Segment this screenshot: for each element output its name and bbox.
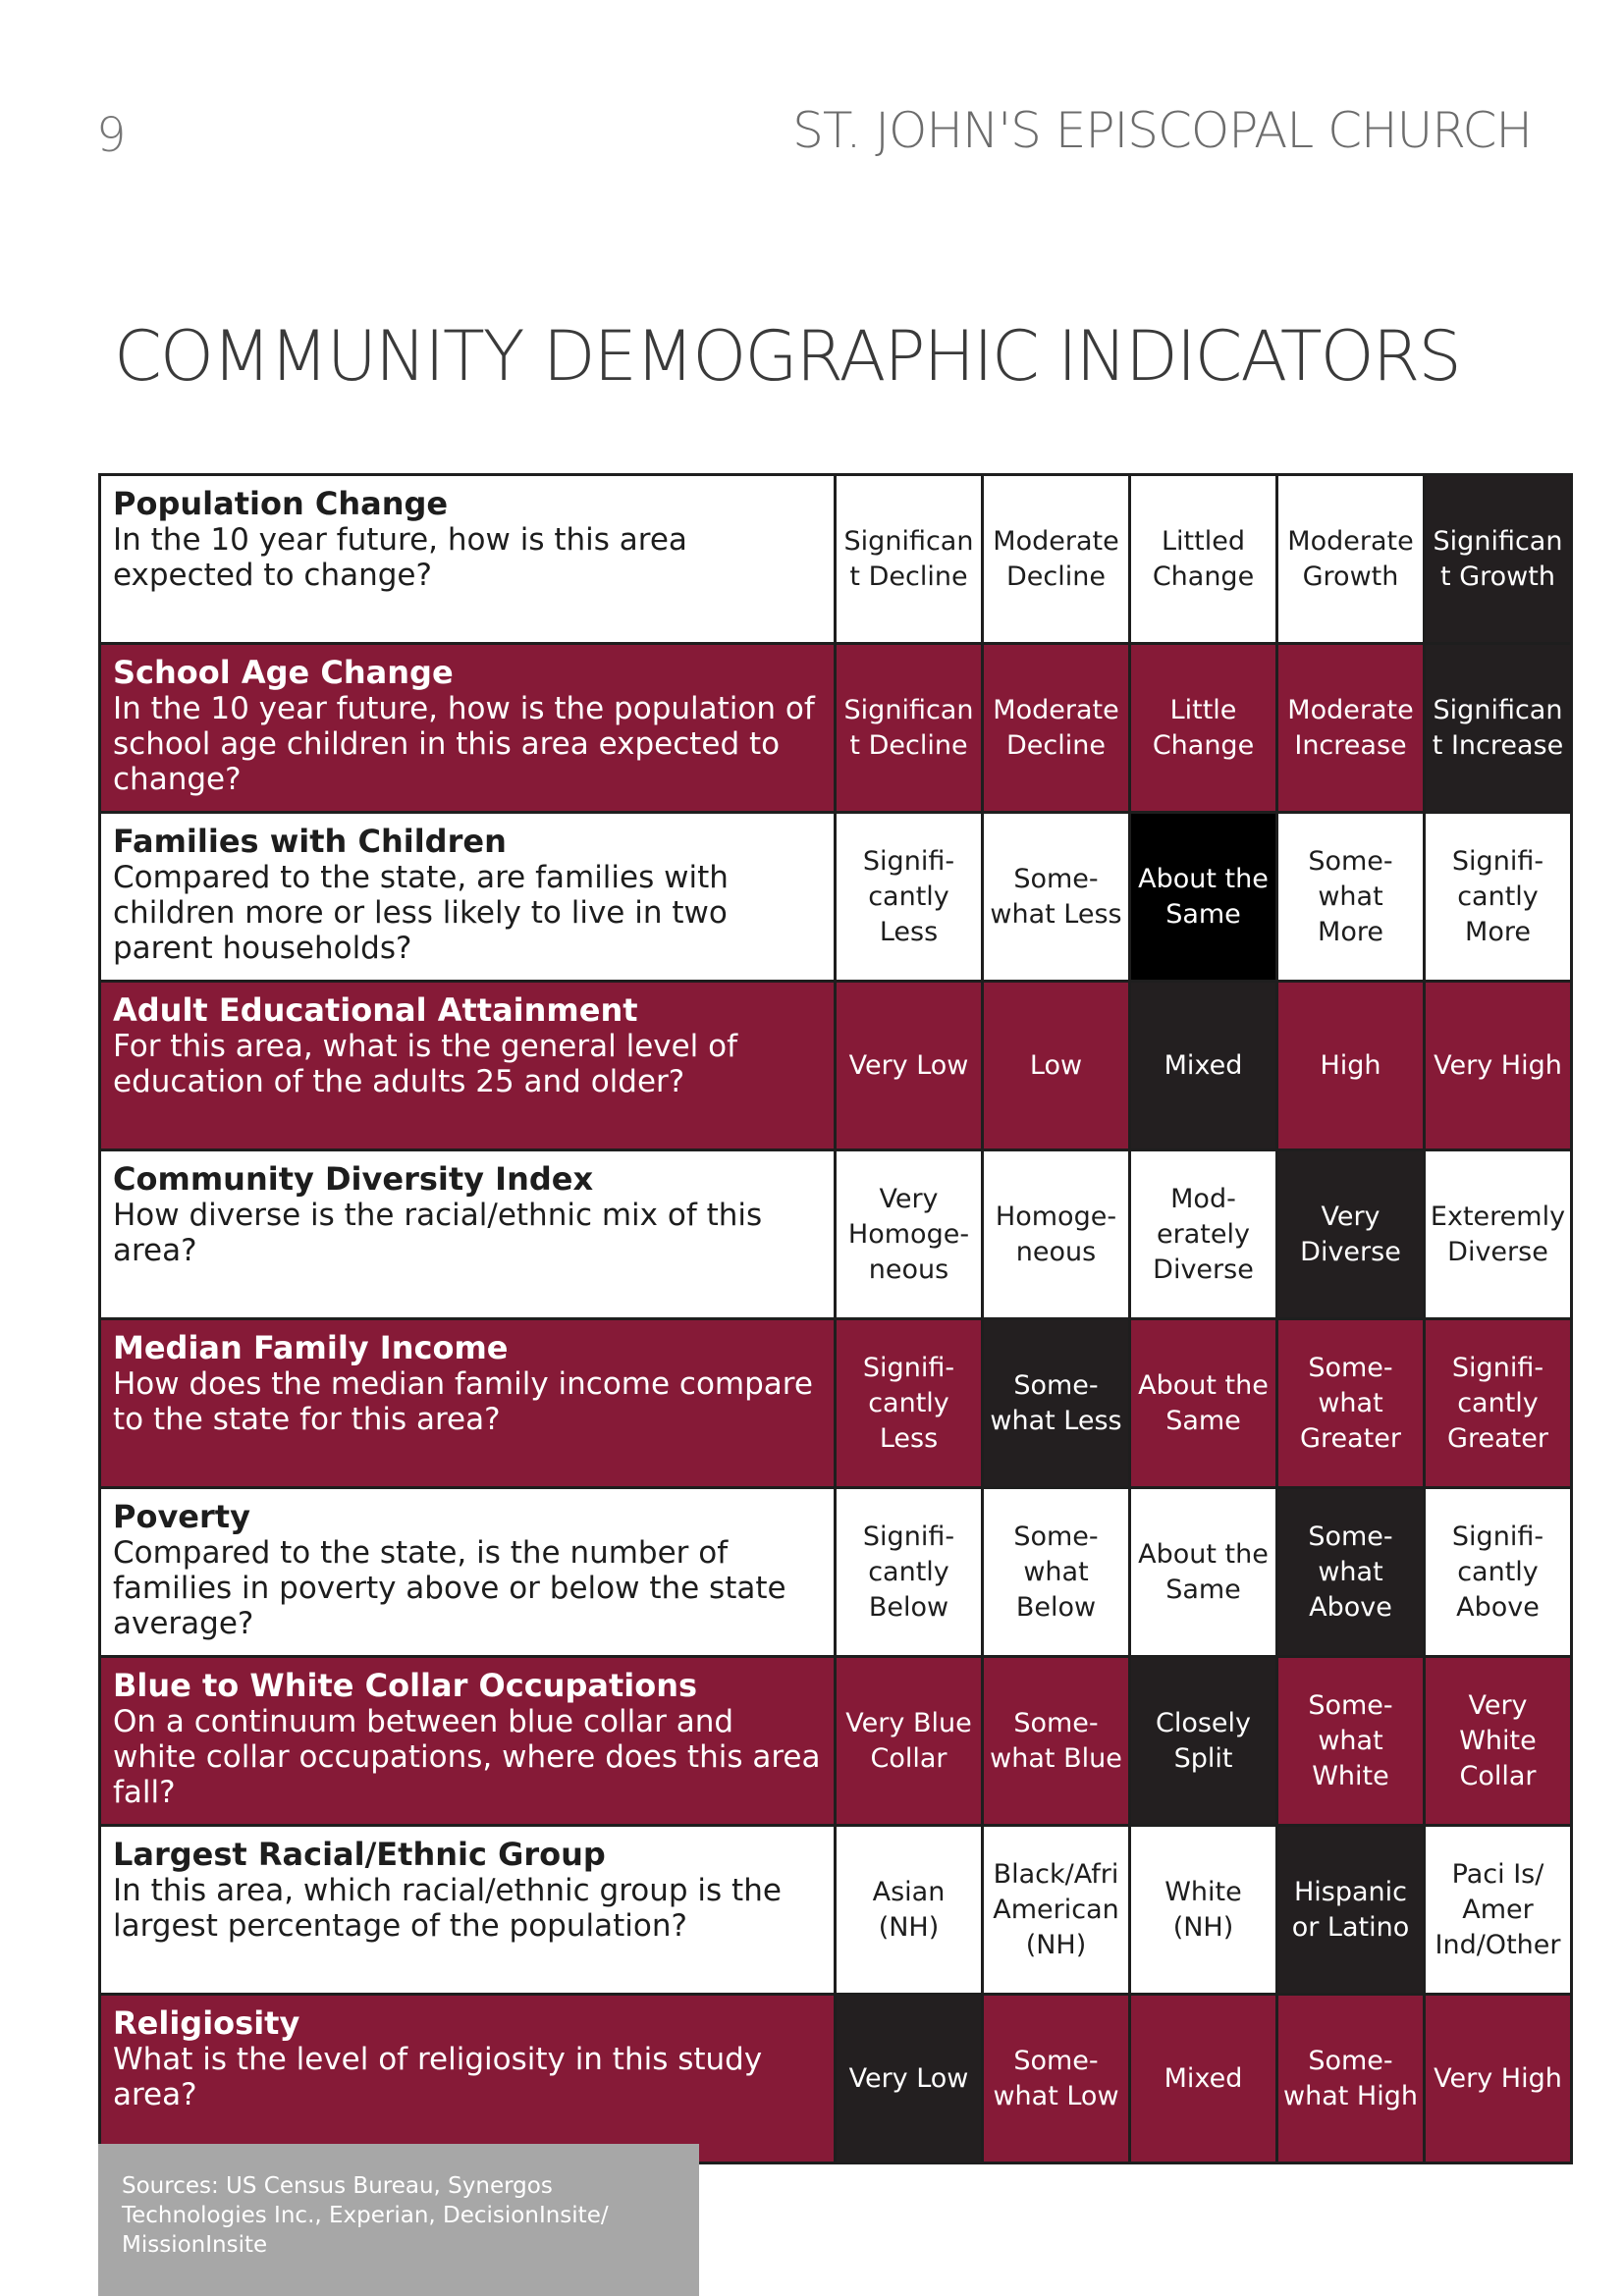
indicator-title: Poverty	[113, 1498, 250, 1535]
indicator-option: Moderate Increase	[1277, 644, 1425, 813]
indicator-option: Exteremly Diverse	[1425, 1150, 1572, 1319]
indicator-question-cell	[100, 982, 836, 1150]
indicator-question-cell	[100, 1150, 836, 1319]
indicator-row-largest-racial-ethnic-group	[100, 1826, 1572, 1995]
page-title: COMMUNITY DEMOGRAPHIC INDICATORS	[114, 316, 1460, 397]
indicator-row-median-family-income	[100, 1319, 1572, 1488]
indicator-title: Median Family Income	[113, 1329, 509, 1366]
indicator-question: How does the median family income compare to the state for this area?	[113, 1366, 813, 1437]
indicator-title: Community Diversity Index	[113, 1160, 594, 1198]
indicator-option: Low	[983, 982, 1130, 1150]
indicator-question-cell	[100, 1488, 836, 1657]
indicator-option: Significant Decline	[836, 475, 983, 644]
indicator-question-cell	[100, 644, 836, 813]
sources-box: Sources: US Census Bureau, Synergos Technologies Inc., Experian, DecisionInsite/ MissionInsite	[98, 2144, 699, 2296]
indicator-option: Significant Decline	[836, 644, 983, 813]
indicator-option-selected: Closely Split	[1130, 1657, 1277, 1826]
indicator-title: Blue to White Collar Occupations	[113, 1667, 698, 1704]
indicator-question: How diverse is the racial/ethnic mix of this area?	[113, 1198, 763, 1268]
indicator-option-selected: Hispanic or Latino	[1277, 1826, 1425, 1995]
indicator-option: Very White Collar	[1425, 1657, 1572, 1826]
indicator-row-school-age-change	[100, 644, 1572, 813]
indicator-question: On a continuum between blue collar and white collar occupations, where does this area fall?	[113, 1704, 821, 1810]
indicator-option-selected: Some-what Less	[983, 1319, 1130, 1488]
indicator-option: Some-what High	[1277, 1995, 1425, 2163]
indicators-table	[98, 473, 1573, 2164]
indicator-option: Some-what Less	[983, 813, 1130, 982]
indicator-option: Mod-erately Diverse	[1130, 1150, 1277, 1319]
indicator-option: Very Blue Collar	[836, 1657, 983, 1826]
indicator-option: Very Homoge-neous	[836, 1150, 983, 1319]
indicator-option: About the Same	[1130, 1319, 1277, 1488]
indicator-option: Very High	[1425, 1995, 1572, 2163]
indicator-question: Compared to the state, are families with children more or less likely to live in two parent households?	[113, 860, 729, 966]
indicator-option: Homoge-neous	[983, 1150, 1130, 1319]
indicator-option: Some-what Below	[983, 1488, 1130, 1657]
indicator-option: Moderate Decline	[983, 475, 1130, 644]
indicator-option: Signifi-cantly Below	[836, 1488, 983, 1657]
indicator-option-selected: About the Same	[1130, 813, 1277, 982]
indicator-row-population-change	[100, 475, 1572, 644]
indicator-option: Some-what More	[1277, 813, 1425, 982]
indicator-title: Religiosity	[113, 2004, 300, 2042]
indicator-question-cell	[100, 1995, 836, 2163]
indicator-question: For this area, what is the general level of education of the adults 25 and older?	[113, 1029, 738, 1099]
indicator-option: Signifi-cantly More	[1425, 813, 1572, 982]
indicator-option: Some-what Low	[983, 1995, 1130, 2163]
indicator-question: In the 10 year future, how is this area expected to change?	[113, 522, 687, 593]
indicator-title: Population Change	[113, 485, 449, 522]
indicator-option: Very Low	[836, 982, 983, 1150]
indicator-option: Signifi-cantly Greater	[1425, 1319, 1572, 1488]
indicator-option: Moderate Growth	[1277, 475, 1425, 644]
indicator-question: In the 10 year future, how is the population of school age children in this area expected to change?	[113, 691, 815, 797]
indicator-option-selected: Very Diverse	[1277, 1150, 1425, 1319]
indicator-row-religiosity	[100, 1995, 1572, 2163]
indicator-option: Signifi-cantly Above	[1425, 1488, 1572, 1657]
indicator-title: Adult Educational Attainment	[113, 991, 638, 1029]
indicator-question-cell	[100, 1657, 836, 1826]
indicator-option: Very High	[1425, 982, 1572, 1150]
indicator-option: Little Change	[1130, 644, 1277, 813]
indicator-option-selected: Mixed	[1130, 982, 1277, 1150]
indicator-option: Littled Change	[1130, 475, 1277, 644]
indicator-option: White (NH)	[1130, 1826, 1277, 1995]
indicator-question: In this area, which racial/ethnic group is the largest percentage of the population?	[113, 1873, 782, 1944]
indicator-option: High	[1277, 982, 1425, 1150]
indicator-option: Moderate Decline	[983, 644, 1130, 813]
indicator-row-families-with-children	[100, 813, 1572, 982]
indicator-option: Some-what White	[1277, 1657, 1425, 1826]
indicator-title: Largest Racial/Ethnic Group	[113, 1836, 606, 1873]
indicator-row-blue-to-white-collar-occupations	[100, 1657, 1572, 1826]
indicator-option-selected: Significant Increase	[1425, 644, 1572, 813]
page-number: 9	[96, 108, 127, 163]
indicator-option-selected: Some-what Above	[1277, 1488, 1425, 1657]
indicator-row-community-diversity-index	[100, 1150, 1572, 1319]
indicator-question-cell	[100, 813, 836, 982]
indicator-question: What is the level of religiosity in this study area?	[113, 2042, 763, 2112]
indicator-option: Signifi-cantly Less	[836, 813, 983, 982]
indicator-question-cell	[100, 1826, 836, 1995]
indicator-option-selected: Very Low	[836, 1995, 983, 2163]
indicator-option: Black/Afri American (NH)	[983, 1826, 1130, 1995]
indicator-option: Asian (NH)	[836, 1826, 983, 1995]
indicator-option: Paci Is/ Amer Ind/Other	[1425, 1826, 1572, 1995]
indicator-row-adult-educational-attainment	[100, 982, 1572, 1150]
indicator-title: Families with Children	[113, 823, 507, 860]
indicator-option: About the Same	[1130, 1488, 1277, 1657]
indicator-row-poverty	[100, 1488, 1572, 1657]
indicator-option-selected: Significant Growth	[1425, 475, 1572, 644]
indicator-question-cell	[100, 475, 836, 644]
church-name: ST. JOHN'S EPISCOPAL CHURCH	[792, 102, 1532, 159]
indicator-question: Compared to the state, is the number of families in poverty above or below the state average?	[113, 1535, 786, 1641]
indicator-option: Mixed	[1130, 1995, 1277, 2163]
indicator-title: School Age Change	[113, 654, 454, 691]
indicator-question-cell	[100, 1319, 836, 1488]
indicator-option: Some-what Blue	[983, 1657, 1130, 1826]
indicator-option: Some-what Greater	[1277, 1319, 1425, 1488]
indicator-option: Signifi-cantly Less	[836, 1319, 983, 1488]
